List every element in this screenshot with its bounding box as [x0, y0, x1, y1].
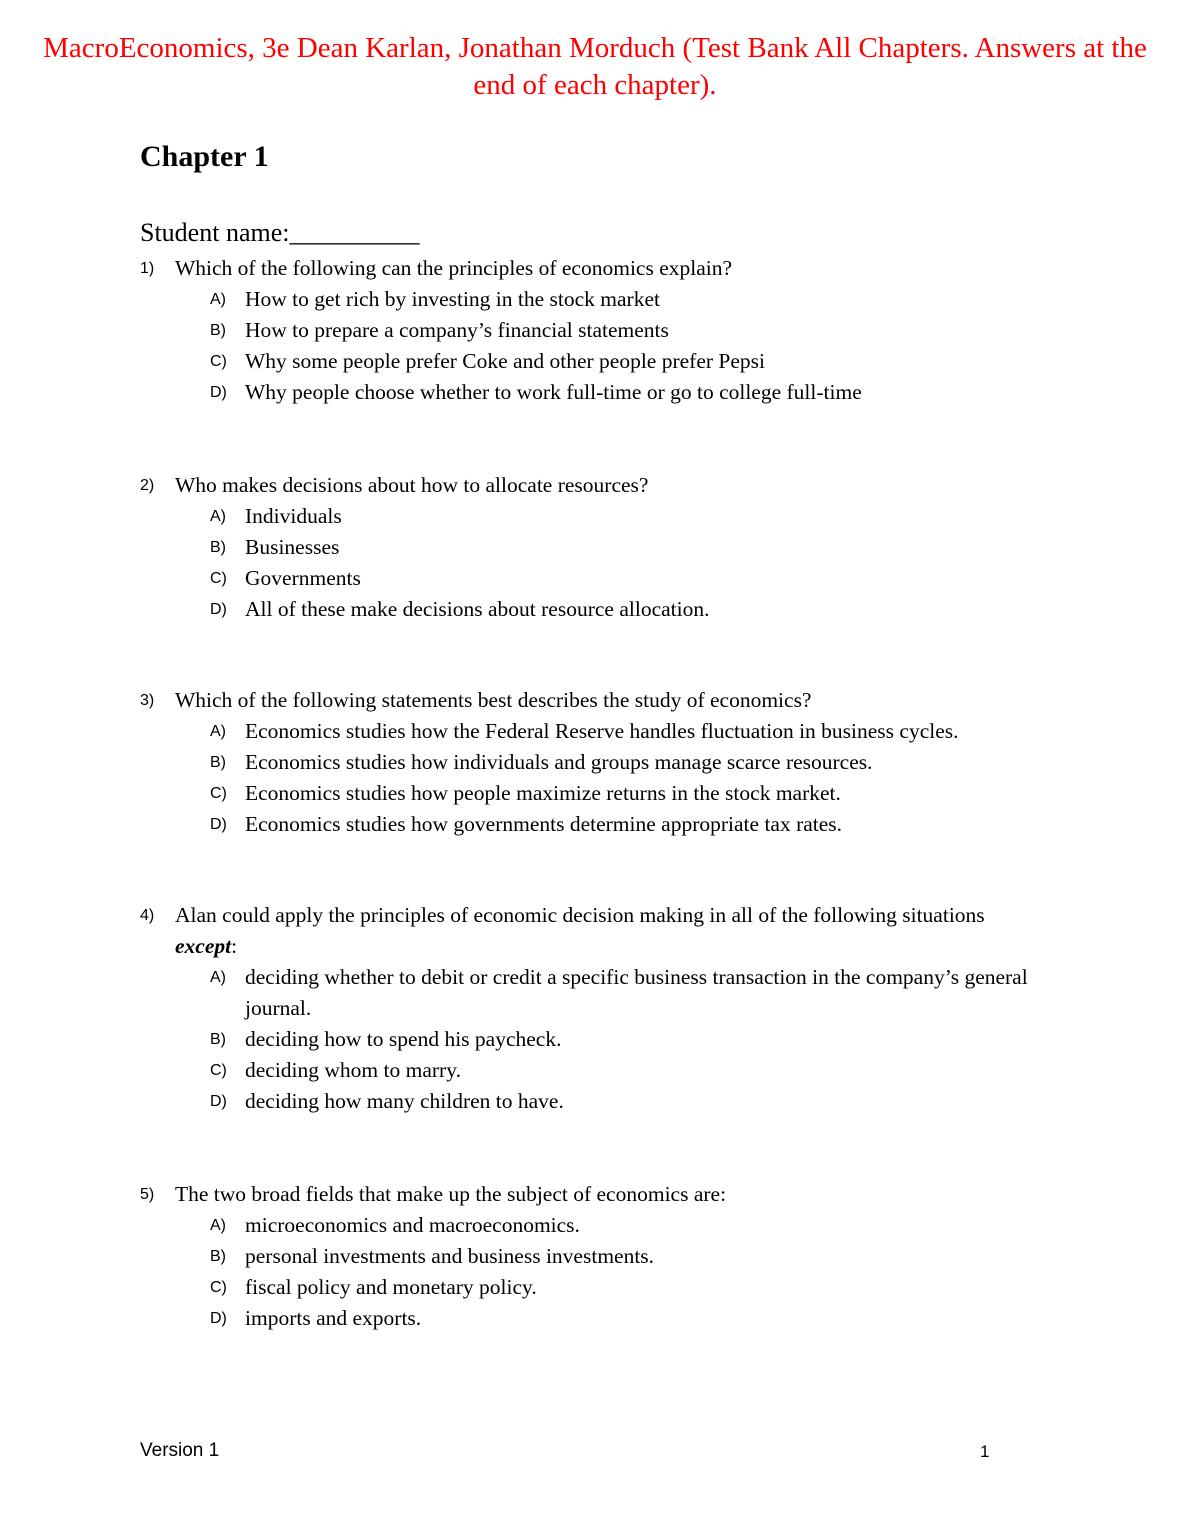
question-stem	[140, 685, 1040, 716]
option-letter: C)	[210, 1062, 227, 1079]
option-letter: B)	[210, 1031, 226, 1048]
chapter-heading: Chapter 1	[140, 140, 269, 173]
answer-option	[210, 594, 1040, 625]
question-stem	[140, 253, 1040, 284]
question-text	[175, 1179, 1040, 1210]
option-text: Why people choose whether to work full-time or go to college full-time	[245, 380, 862, 404]
option-text: Governments	[245, 566, 361, 590]
option-letter: B)	[210, 322, 226, 339]
answer-option	[210, 501, 1040, 532]
option-text: deciding how many children to have.	[245, 1089, 564, 1113]
option-text: deciding whom to marry.	[245, 1058, 461, 1082]
question-number: 2)	[140, 477, 155, 494]
question-text-main: Alan could apply the principles of economic decision making in all of the following situations	[175, 903, 985, 927]
question-item	[140, 470, 1040, 625]
option-letter: A)	[210, 1217, 226, 1234]
option-text: deciding how to spend his paycheck.	[245, 1027, 562, 1051]
answer-option	[210, 377, 1040, 408]
option-text: All of these make decisions about resource allocation.	[245, 597, 710, 621]
answer-option	[210, 778, 1040, 809]
option-letter: C)	[210, 570, 227, 587]
option-letter: A)	[210, 723, 226, 740]
answer-option	[210, 284, 1040, 315]
question-stem	[140, 470, 1040, 501]
option-text: fiscal policy and monetary policy.	[245, 1275, 537, 1299]
option-letter: D)	[210, 384, 227, 401]
answer-option	[210, 1241, 1040, 1272]
option-letter: D)	[210, 601, 227, 618]
question-number: 4)	[140, 907, 155, 924]
option-letter: B)	[210, 539, 226, 556]
answer-option	[210, 1303, 1040, 1334]
option-letter: B)	[210, 1248, 226, 1265]
question-text	[175, 685, 1040, 716]
option-letter: B)	[210, 754, 226, 771]
question-text-main: The two broad fields that make up the subject of economics are:	[175, 1182, 727, 1206]
option-text: Why some people prefer Coke and other people prefer Pepsi	[245, 349, 765, 373]
question-text-main: Who makes decisions about how to allocate resources?	[175, 473, 649, 497]
answer-option	[210, 1055, 1040, 1086]
question-number: 3)	[140, 692, 155, 709]
answer-option	[210, 1086, 1040, 1117]
question-number: 5)	[140, 1186, 155, 1203]
question-item	[140, 900, 1040, 1117]
question-text-main: Which of the following can the principles of economics explain?	[175, 256, 733, 280]
option-text: Individuals	[245, 504, 342, 528]
question-text	[175, 253, 1040, 284]
answer-option	[210, 563, 1040, 594]
answer-option	[210, 346, 1040, 377]
question-text	[175, 900, 1040, 962]
option-letter: C)	[210, 1279, 227, 1296]
question-text-suffix: :	[231, 934, 238, 958]
answer-option	[210, 747, 1040, 778]
answer-option	[210, 962, 1040, 1024]
question-stem	[140, 900, 1040, 962]
option-text: How to get rich by investing in the stock market	[245, 287, 660, 311]
question-item	[140, 253, 1040, 408]
question-text-main: Which of the following statements best describes the study of economics?	[175, 688, 812, 712]
option-letter: A)	[210, 508, 226, 525]
option-text: How to prepare a company’s financial statements	[245, 318, 669, 342]
option-text: Economics studies how the Federal Reserve handles fluctuation in business cycles.	[245, 719, 959, 743]
option-text: microeconomics and macroeconomics.	[245, 1213, 580, 1237]
option-letter: D)	[210, 1310, 227, 1327]
answer-option	[210, 716, 1040, 747]
question-emphasis: except	[175, 934, 232, 958]
footer-version: Version 1	[140, 1440, 220, 1461]
option-text: personal investments and business investments.	[245, 1244, 655, 1268]
option-text: Economics studies how individuals and groups manage scarce resources.	[245, 750, 873, 774]
answer-option	[210, 315, 1040, 346]
answer-option	[210, 1210, 1040, 1241]
page-number: 1	[980, 1442, 990, 1461]
answer-option	[210, 809, 1040, 840]
option-letter: C)	[210, 353, 227, 370]
option-letter: A)	[210, 291, 226, 308]
answer-option	[210, 532, 1040, 563]
option-text: Economics studies how people maximize returns in the stock market.	[245, 781, 841, 805]
option-letter: C)	[210, 785, 227, 802]
question-number: 1)	[140, 260, 155, 277]
option-text: Economics studies how governments determine appropriate tax rates.	[245, 812, 843, 836]
question-stem	[140, 1179, 1040, 1210]
option-text: imports and exports.	[245, 1306, 422, 1330]
option-letter: A)	[210, 969, 226, 986]
option-text: Businesses	[245, 535, 340, 559]
answer-option	[210, 1024, 1040, 1055]
option-letter: D)	[210, 816, 227, 833]
student-name-line: Student name:__________	[140, 218, 420, 247]
option-text: deciding whether to debit or credit a specific business transaction in the company’s general journal.	[245, 965, 1028, 1020]
answer-option	[210, 1272, 1040, 1303]
document-title: MacroEconomics, 3e Dean Karlan, Jonathan Morduch (Test Bank All Chapters. Answers at the end of each chapter).	[43, 32, 1147, 101]
question-item	[140, 1179, 1040, 1334]
question-item	[140, 685, 1040, 840]
option-letter: D)	[210, 1093, 227, 1110]
question-text	[175, 470, 1040, 501]
